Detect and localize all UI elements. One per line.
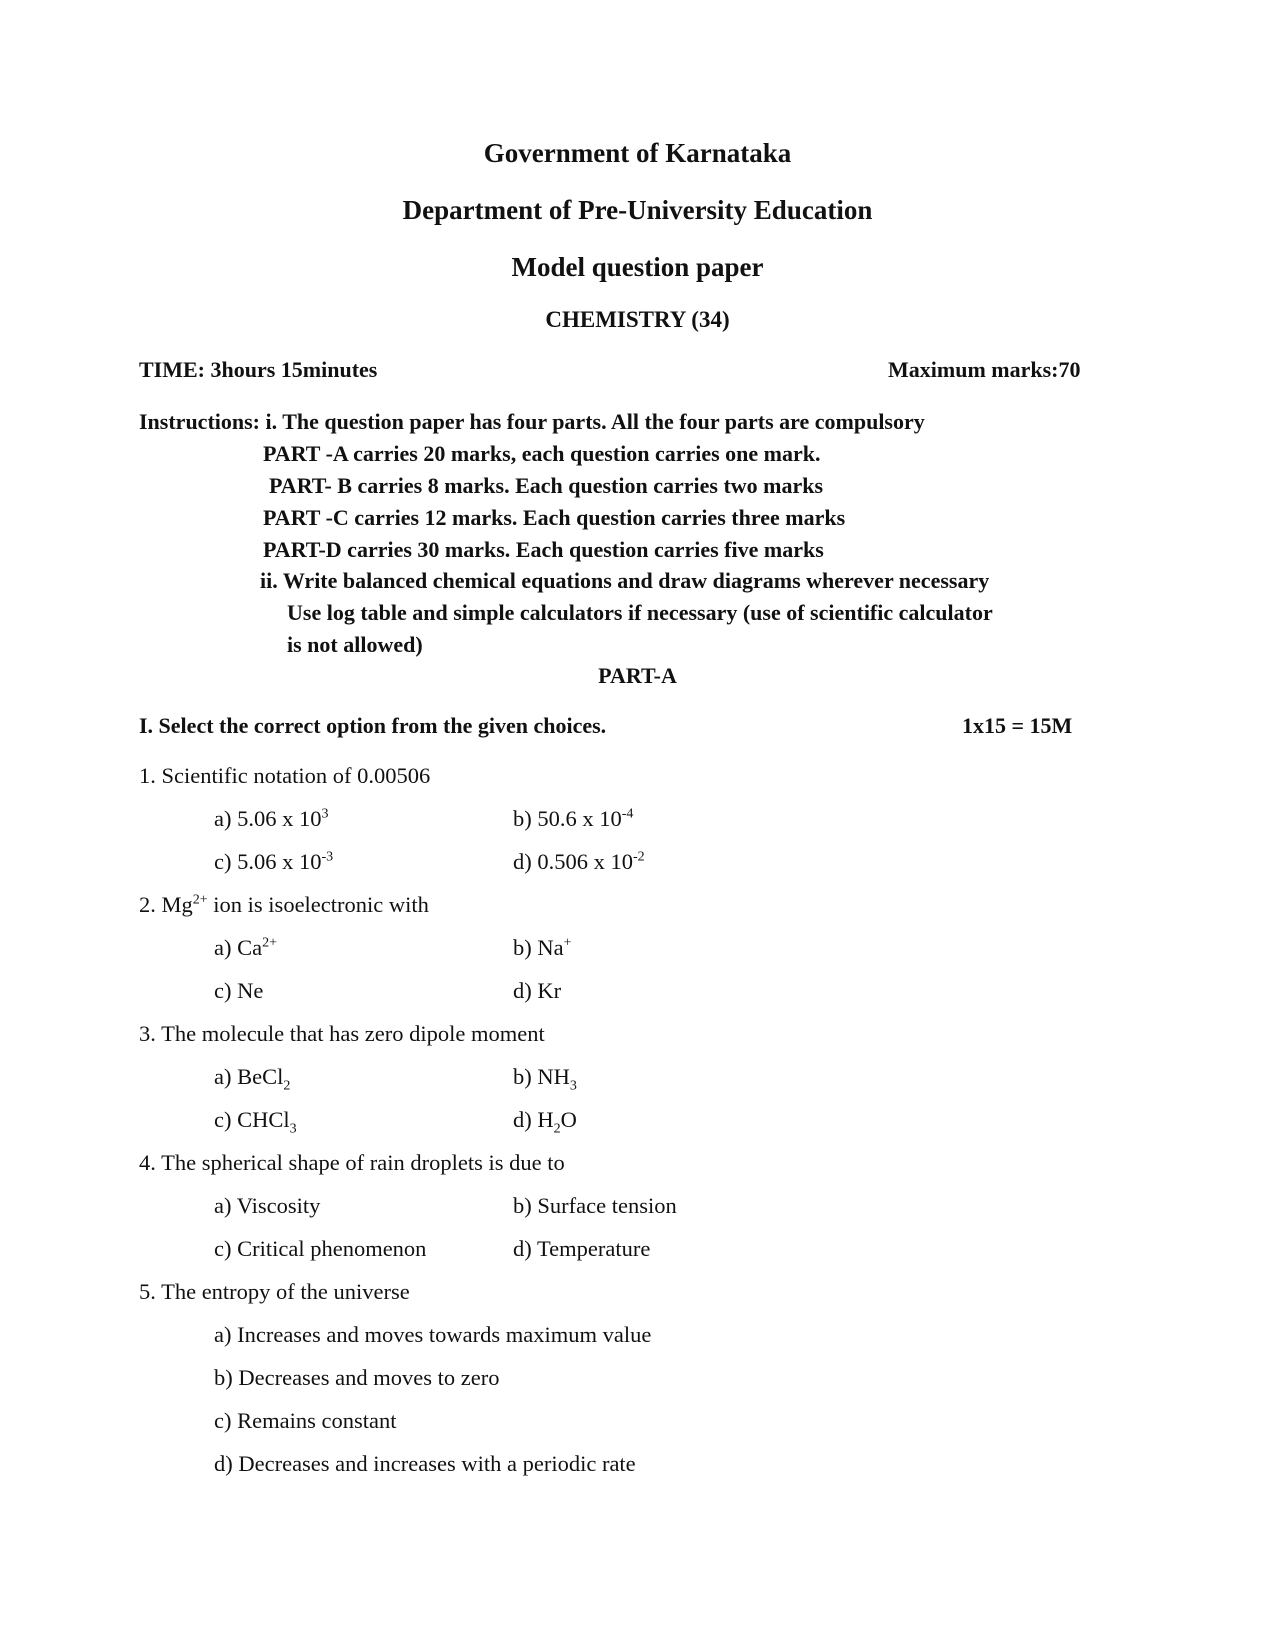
question-5-option-b: b) Decreases and moves to zero [214,1365,500,1390]
part-a-title: PART-A [598,663,677,688]
instruction-ii-line1: ii. Write balanced chemical equations and draw diagrams wherever necessary [260,568,990,593]
question-4-option-d: d) Temperature [513,1236,651,1261]
instruction-part-d: PART-D carries 30 marks. Each question carries five marks [263,537,824,562]
question-5-option-d: d) Decreases and increases with a periodic rate [214,1451,636,1476]
section-title: I. Select the correct option from the given choices. [139,713,607,738]
question-2-option-c: c) Ne [214,978,264,1003]
header-department: Department of Pre-University Education [402,195,873,225]
instruction-part-b: PART- B carries 8 marks. Each question carries two marks [269,473,824,498]
question-5-stem: 5. The entropy of the universe [139,1279,410,1304]
question-1-option-c: c) 5.06 x $10^{-3}$ [214,849,334,874]
question-3-option-b: b) $NH_3$ [513,1064,577,1094]
instruction-ii-line2: Use log table and simple calculators if necessary (use of scientific calculator [287,600,993,625]
question-3-option-a: a) BeCl$_2$ [214,1064,291,1094]
question-3-stem: 3. The molecule that has zero dipole moment [139,1021,545,1046]
question-2-option-d: d) Kr [513,978,562,1003]
time-allowed: TIME: 3hours 15minutes [139,357,378,382]
question-4-option-a: a) Viscosity [214,1193,321,1218]
maximum-marks: Maximum marks:70 [888,357,1081,382]
instructions-lead: Instructions: i. The question paper has four parts. All the four parts are compulsory [139,409,925,434]
question-1-option-a: a) 5.06 x $10^3$ [214,806,329,831]
subject-title: CHEMISTRY (34) [545,307,730,332]
question-2-option-a: a) $Ca^{2+}$ [214,935,278,960]
question-1-stem: 1. Scientific notation of 0.00506 [139,763,431,788]
instruction-part-c: PART -C carries 12 marks. Each question carries three marks [263,505,846,530]
question-3-option-d: d) $H_2O$ [513,1107,577,1137]
question-4-option-c: c) Critical phenomenon [214,1236,427,1261]
question-1-option-d: d) 0.506 x $10^{-2}$ [513,849,645,874]
question-3-option-c: c) CHCl$_3$ [214,1107,297,1137]
instruction-ii-line3: is not allowed) [287,632,423,657]
question-2-stem: 2. $Mg^{2+}$ ion is isoelectronic with [139,892,429,917]
instruction-part-a: PART -A carries 20 marks, each question carries one mark. [263,441,821,466]
header-government: Government of Karnataka [483,138,792,168]
section-marks: 1x15 = 15M [962,713,1073,738]
header-paper-type: Model question paper [511,252,764,282]
question-4-option-b: b) Surface tension [513,1193,677,1218]
question-5-option-a: a) Increases and moves towards maximum value [214,1322,652,1347]
question-4-stem: 4. The spherical shape of rain droplets is due to [139,1150,565,1175]
question-2-option-b: b) Na+ [513,935,572,960]
question-1-option-b: b) 50.6 x $10^{-4}$ [513,806,634,831]
question-5-option-c: c) Remains constant [214,1408,397,1433]
